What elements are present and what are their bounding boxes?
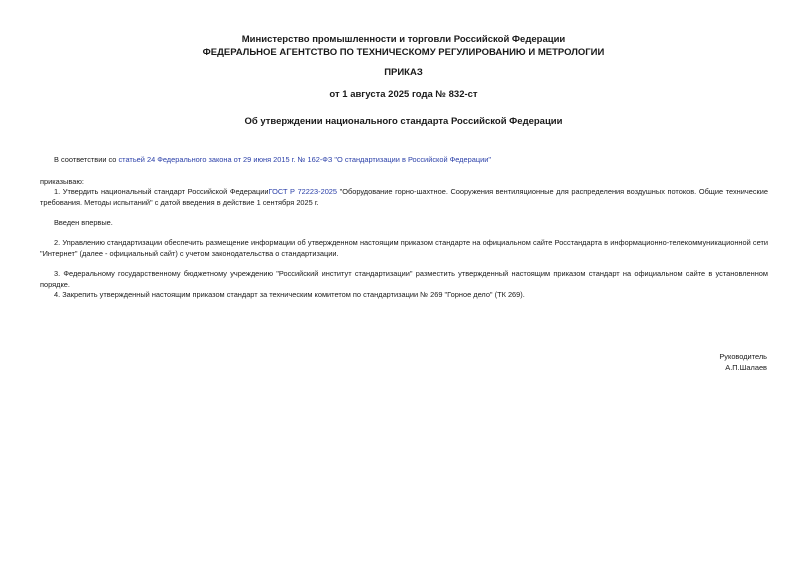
intro-prefix: В соответствии со [54, 155, 119, 164]
paragraph-1-prefix: 1. Утвердить национальный стандарт Российской Федерации [54, 187, 269, 196]
law-link[interactable]: статьей 24 Федерального закона от 29 июня 2015 г. № 162-ФЗ "О стандартизации в Российской Федерации" [118, 155, 491, 164]
paragraph-2: 2. Управлению стандартизации обеспечить размещение информации об утвержденном настоящим приказом стандарте на официальном сайте Росстандарта в информационно-телекоммуникационной сети "Интернет" (далее - официальный сайт) с учетом законодательства о стандартизации. [40, 238, 768, 258]
signature-role: Руководитель [719, 352, 767, 361]
order-subject: Об утверждении национального стандарта Российской Федерации [244, 116, 563, 127]
paragraph-1-suffix: "Оборудование горно-шахтное. Сооружения вентиляционные для распределения воздушных потоков. Общие технические требования. Методы испытаний" с датой введения в действие 1 сентября 2025 г. [40, 187, 768, 207]
signature-name: А.П.Шалаев [725, 362, 767, 372]
agency-name: ФЕДЕРАЛЬНОЕ АГЕНТСТВО ПО ТЕХНИЧЕСКОМУ РЕГУЛИРОВАНИЮ И МЕТРОЛОГИИ [202, 47, 605, 58]
signature-block [719, 352, 767, 373]
intro-paragraph [40, 155, 768, 166]
ministry-name: Министерство промышленности и торговли Российской Федерации [241, 34, 566, 45]
paragraph-3: 3. Федеральному государственному бюджетному учреждению "Российский институт стандартизации" разместить утвержденный настоящим приказом стандарт на официальном сайте в установленном порядке. [40, 269, 768, 289]
order-title: ПРИКАЗ [384, 67, 423, 78]
prikazyvayu-text: приказываю: [40, 177, 84, 186]
paragraph-1 [40, 187, 768, 208]
introduced-note: Введен впервые. [54, 218, 113, 227]
order-date: от 1 августа 2025 года № 832-ст [329, 89, 478, 100]
paragraph-4: 4. Закрепить утвержденный настоящим приказом стандарт за техническим комитетом по стандартизации № 269 "Горное дело" (ТК 269). [54, 290, 525, 299]
standard-link[interactable]: ГОСТ Р 72223-2025 [268, 187, 338, 196]
